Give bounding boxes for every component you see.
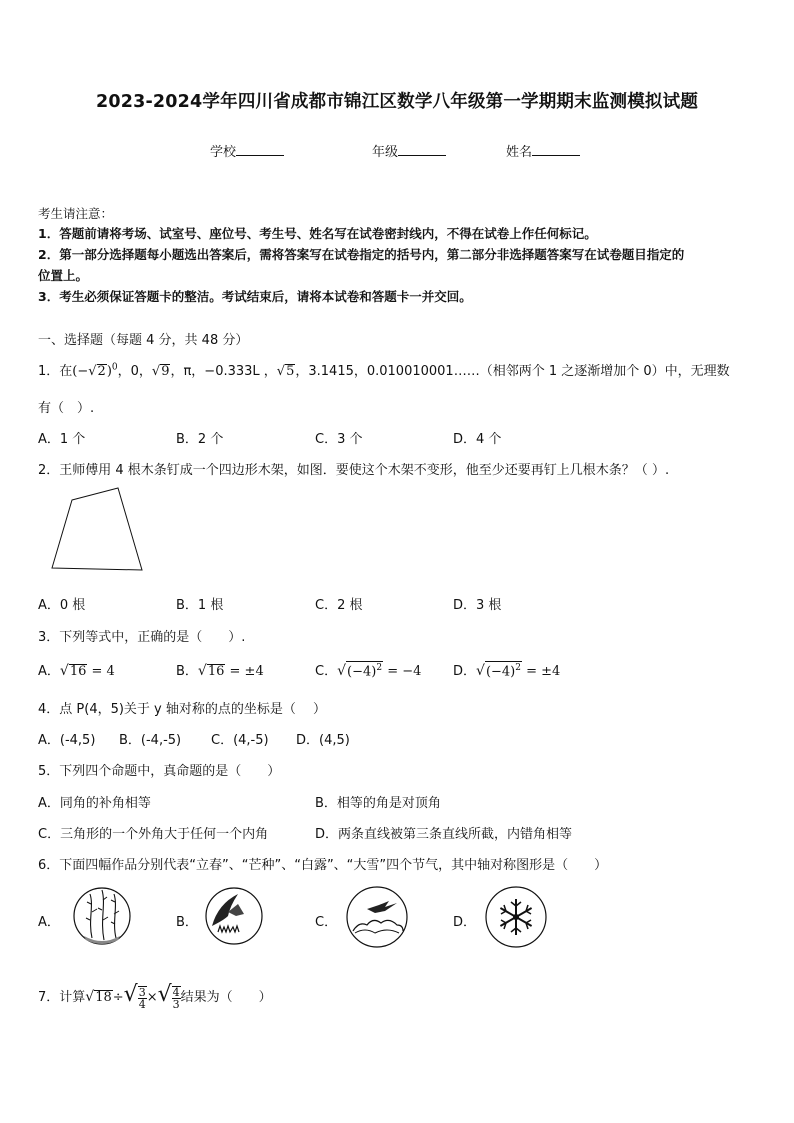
q3-a-rhs: = 4 <box>91 664 115 679</box>
name-blank[interactable] <box>532 143 580 156</box>
q3-option-b[interactable]: B．√16 = ±4 <box>176 663 264 679</box>
q7-times: × <box>146 990 158 1005</box>
q1-sqrt9: √9 <box>151 364 170 379</box>
q3-c-exp: 2 <box>376 662 383 673</box>
q3-b-radicand: 16 <box>207 664 225 679</box>
q5-option-b[interactable]: B．相等的角是对顶角 <box>315 796 441 811</box>
q3-letter-a: A． <box>38 664 60 679</box>
q4-option-a[interactable]: A．(-4,5) <box>38 733 96 748</box>
q6-option-c-label[interactable]: C． <box>315 915 338 930</box>
lichun-icon[interactable] <box>72 886 132 946</box>
q1-option-d[interactable]: D．4 个 <box>453 432 502 447</box>
q2-option-a[interactable]: A．0 根 <box>38 598 86 613</box>
q3-option-d[interactable]: D．$√(-4)^2 = \pm 4$ <box>453 662 561 679</box>
q3-d-radicand: (−4) <box>485 664 516 679</box>
question-1 <box>38 360 730 379</box>
grade-blank[interactable] <box>398 143 446 156</box>
q6-option-a-label[interactable]: A． <box>38 915 60 930</box>
q3-letter-d: D． <box>453 664 477 679</box>
q7-f2-num: 4 <box>172 985 180 999</box>
q2-option-c[interactable]: C．2 根 <box>315 598 363 613</box>
q1-rest: ，3.1415，0.010010001……（相邻两个 1 之逐渐增加个 0）中，无理数 <box>295 364 730 379</box>
q7-prefix: 7．计算 <box>38 990 86 1005</box>
question-4: 4．点 P(4，5)关于 y 轴对称的点的坐标是（ ） <box>38 702 327 717</box>
name-label: 姓名 <box>506 145 533 160</box>
q4-option-c[interactable]: C．(4,-5) <box>211 733 269 748</box>
q7-suffix: 结果为（ ） <box>180 990 272 1005</box>
school-field <box>210 141 284 160</box>
q1-line2: 有（ ）. <box>38 401 95 416</box>
q7-f1-num: 3 <box>138 985 146 999</box>
q5-option-d[interactable]: D．两条直线被第三条直线所截，内错角相等 <box>315 827 573 842</box>
q7-f2-den: 3 <box>172 997 180 1011</box>
q6-option-d-label[interactable]: D． <box>453 915 477 930</box>
q3-c-rhs: = −4 <box>387 664 422 679</box>
notice-item-2-cont: 位置上。 <box>38 268 89 283</box>
question-7: 7．计算√18÷√ $\frac{3}{4}$ ×√ $\frac{4}{3}$ 结果为（ ） <box>38 982 272 1011</box>
q3-letter-c: C． <box>315 664 338 679</box>
q1-prefix: 1．在 <box>38 364 73 379</box>
q4-option-b[interactable]: B．(-4,-5) <box>119 733 182 748</box>
q3-letter-b: B． <box>176 664 198 679</box>
q4-option-d[interactable]: D．(4,5) <box>296 733 350 748</box>
notice-item-1: 1．答题前请将考场、试室号、座位号、考生号、姓名写在试卷密封线内，不得在试卷上作任何标记。 <box>38 226 597 241</box>
daxue-icon[interactable] <box>484 885 548 949</box>
school-label: 学校 <box>210 145 237 160</box>
notice-item-3: 3．考生必须保证答题卡的整洁。考试结束后，请将本试卷和答题卡一并交回。 <box>38 289 472 304</box>
q1-option-b[interactable]: B．2 个 <box>176 432 224 447</box>
q3-a-radicand: 16 <box>69 664 87 679</box>
q5-option-c[interactable]: C．三角形的一个外角大于任何一个内角 <box>38 827 269 842</box>
q1-list: ，0， <box>117 364 152 379</box>
q3-option-c[interactable]: C．$√(-4)^2 = -4$ <box>315 662 422 679</box>
name-field <box>506 141 580 160</box>
grade-label: 年级 <box>372 145 399 160</box>
quadrilateral-figure <box>50 486 146 574</box>
grade-field <box>372 141 446 160</box>
q5-option-a[interactable]: A．同角的补角相等 <box>38 796 151 811</box>
q1-sqrt5: √5 <box>276 364 295 379</box>
bailu-icon[interactable] <box>345 885 409 949</box>
q3-b-rhs: = ±4 <box>229 664 264 679</box>
q6-option-b-label[interactable]: B． <box>176 915 198 930</box>
q1-option-c[interactable]: C．3 个 <box>315 432 363 447</box>
question-3: 3．下列等式中，正确的是（ ）. <box>38 630 246 645</box>
question-6: 6．下面四幅作品分别代表“立春”、“芒种”、“白露”、“大雪”四个节气，其中轴对称图形是（ ） <box>38 858 608 873</box>
q7-radicand: 18 <box>95 990 112 1005</box>
q3-d-rhs: = ±4 <box>526 664 561 679</box>
notice-item-2: 2．第一部分选择题每小题选出答案后，需将答案写在试卷指定的括号内，第二部分非选择题答案写在试卷题目指定的 <box>38 247 685 262</box>
q7-divide: ÷ <box>112 990 124 1005</box>
q1-pi-text: ，π，−0.333L ， <box>170 364 277 379</box>
page-title: 2023-2024学年四川省成都市锦江区数学八年级第一学期期末监测模拟试题 <box>95 92 699 112</box>
q3-d-exp: 2 <box>515 662 521 673</box>
q3-c-radicand: (−4) <box>347 664 377 679</box>
school-blank[interactable] <box>236 143 284 156</box>
q3-option-a[interactable]: A．√16 = 4 <box>38 663 115 679</box>
q7-f1-den: 4 <box>138 997 146 1011</box>
q2-option-d[interactable]: D．3 根 <box>453 598 502 613</box>
section-heading: 一、选择题（每题 4 分，共 48 分） <box>38 333 249 348</box>
mangzhong-icon[interactable] <box>204 886 264 946</box>
q1-option-a[interactable]: A．1 个 <box>38 432 86 447</box>
question-5: 5．下列四个命题中，真命题的是（ ） <box>38 764 281 779</box>
notice-heading: 考生请注意： <box>38 206 114 221</box>
q1-expr-neg-sqrt2: $(-√2)^0$ <box>72 362 118 379</box>
question-2: 2．王师傅用 4 根木条钉成一个四边形木架，如图．要使这个木架不变形，他至少还要再钉上几根木条？（ ）. <box>38 463 670 478</box>
q2-option-b[interactable]: B．1 根 <box>176 598 224 613</box>
